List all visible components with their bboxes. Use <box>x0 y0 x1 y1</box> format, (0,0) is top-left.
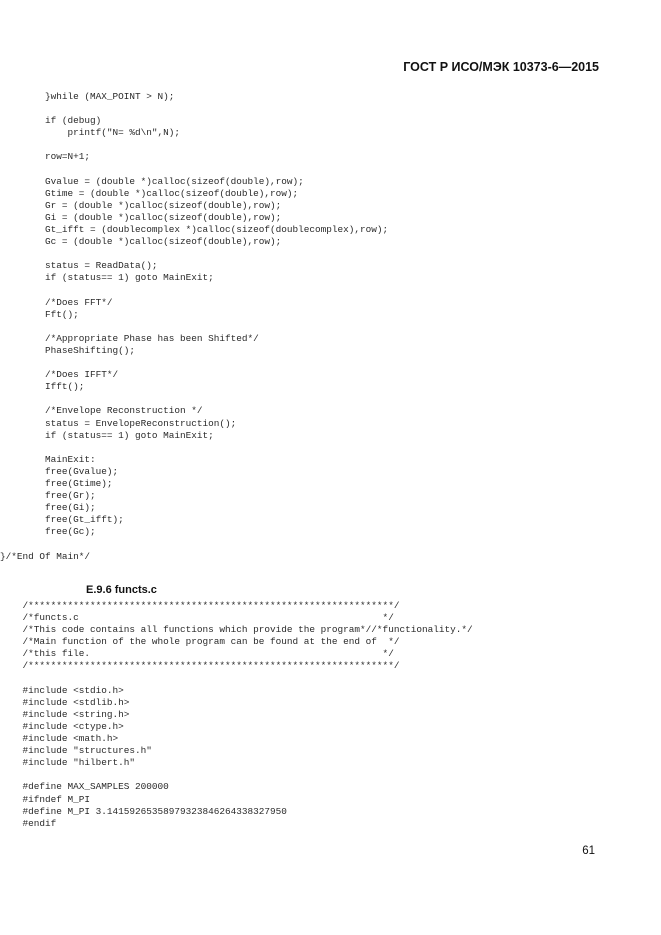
code-line <box>0 321 388 333</box>
code-line: Gi = (double *)calloc(sizeof(double),row); <box>0 211 282 223</box>
code-line: Ifft(); <box>0 381 85 393</box>
code-line: if (debug) <box>0 115 102 127</box>
code-line: #ifndef M_PI <box>0 793 91 805</box>
code-listing-functs <box>0 600 473 830</box>
code-line: free(Gc); <box>0 526 96 538</box>
code-line: #define MAX_SAMPLES 200000 <box>0 781 169 793</box>
code-line <box>0 285 388 297</box>
code-line: #include <ctype.h> <box>0 720 124 732</box>
code-listing-main-end <box>0 91 388 563</box>
code-line <box>0 164 388 176</box>
code-line: row=N+1; <box>0 151 91 163</box>
code-line: #include <stdlib.h> <box>0 696 130 708</box>
code-line: /*Main function of the whole program can be found at the end of */ <box>0 636 400 648</box>
code-line <box>0 103 388 115</box>
code-line <box>0 442 388 454</box>
code-line <box>0 248 388 260</box>
code-line <box>0 538 388 550</box>
code-line: Gvalue = (double *)calloc(sizeof(double),row); <box>0 175 304 187</box>
code-line: Gt_ifft = (doublecomplex *)calloc(sizeof(doublecomplex),row); <box>0 224 389 236</box>
code-line: #include "hilbert.h" <box>0 757 136 769</box>
code-line: /*****************************************************************/ <box>0 600 400 611</box>
document-header: ГОСТ Р ИСО/МЭК 10373-6—2015 <box>403 60 599 74</box>
code-line: if (status== 1) goto MainExit; <box>0 429 214 441</box>
code-line: /*****************************************************************/ <box>0 660 400 672</box>
code-line: Gtime = (double *)calloc(sizeof(double),row); <box>0 187 299 199</box>
code-line: PhaseShifting(); <box>0 344 136 356</box>
code-line: /*Envelope Reconstruction */ <box>0 405 203 417</box>
code-line: status = ReadData(); <box>0 260 158 272</box>
code-line: printf("N= %d\n",N); <box>0 127 181 139</box>
code-line: Gr = (double *)calloc(sizeof(double),row); <box>0 199 282 211</box>
code-line: free(Gi); <box>0 502 96 514</box>
code-line: MainExit: <box>0 453 96 465</box>
code-line: if (status== 1) goto MainExit; <box>0 272 214 284</box>
code-line: free(Gt_ifft); <box>0 514 124 526</box>
code-line: free(Gtime); <box>0 478 113 489</box>
code-line: /*Does FFT*/ <box>0 296 113 308</box>
code-line: status = EnvelopeReconstruction(); <box>0 417 237 429</box>
code-line: /*Does IFFT*/ <box>0 369 119 381</box>
code-line: #endif <box>0 817 57 829</box>
section-heading: E.9.6 functs.c <box>86 584 157 596</box>
code-line: }while (MAX_POINT > N); <box>0 91 175 102</box>
code-line: free(Gr); <box>0 490 96 502</box>
code-line: #include "structures.h" <box>0 745 152 757</box>
code-line: }/*End Of Main*/ <box>0 550 91 562</box>
code-line: free(Gvalue); <box>0 465 119 477</box>
code-line <box>0 673 473 685</box>
code-line: #include <math.h> <box>0 733 119 745</box>
page-number: 61 <box>582 845 595 857</box>
code-line: /*this file. */ <box>0 648 394 660</box>
code-line <box>0 393 388 405</box>
code-line: /*Appropriate Phase has been Shifted*/ <box>0 332 259 344</box>
code-line <box>0 769 473 781</box>
code-line: #include <stdio.h> <box>0 684 124 696</box>
code-line: #define M_PI 3.14159265358979323846264338327950 <box>0 805 287 817</box>
code-line: Fft(); <box>0 308 79 320</box>
code-line <box>0 357 388 369</box>
code-line: /*This code contains all functions which provide the program*//*functionality.*/ <box>0 624 473 636</box>
code-line: /*functs.c */ <box>0 612 394 624</box>
code-line <box>0 139 388 151</box>
code-line: Gc = (double *)calloc(sizeof(double),row); <box>0 236 282 248</box>
code-line: #include <string.h> <box>0 708 130 720</box>
